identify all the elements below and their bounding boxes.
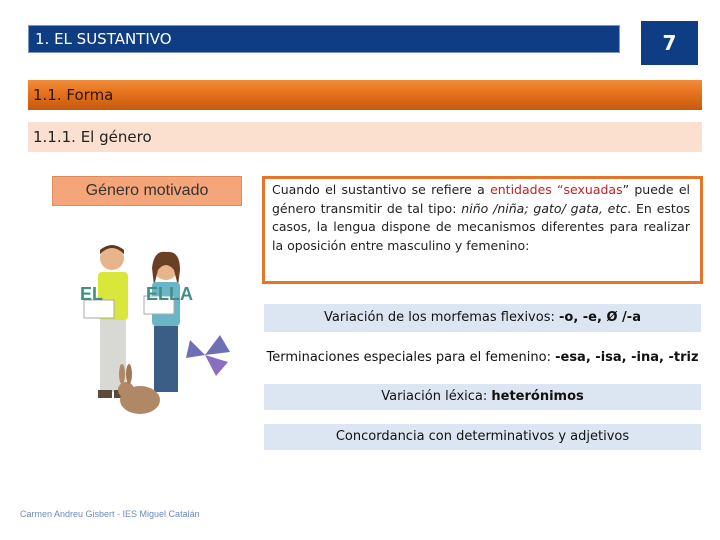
slide-header bbox=[28, 25, 620, 53]
genero-motivado-label: Género motivado bbox=[52, 176, 242, 206]
highlight-entidades: entidades “sexuadas bbox=[490, 182, 623, 197]
ella-label: ELLA bbox=[146, 284, 193, 304]
children-illustration bbox=[70, 240, 240, 430]
explanation-paragraph: Cuando el sustantivo se refiere a entidades “sexuadas” puede el género transmitir de tal tipo: niño /niña; gato/ gata, etc. En estos casos, la lengua dispone de mecanismos diferentes para realizar la oposición entre masculino y femenino: bbox=[262, 176, 703, 284]
bullet-variacion-lexica: Variación léxica: heterónimos bbox=[264, 384, 701, 410]
bullet-terminaciones: Terminaciones especiales para el femenino: -esa, -isa, -ina, -triz bbox=[264, 344, 701, 372]
bullet-concordancia: Concordancia con determinativos y adjetivos bbox=[264, 424, 701, 450]
section-forma: 1.1. Forma bbox=[28, 80, 702, 110]
el-label: EL bbox=[80, 284, 104, 304]
example-text: niño /niña; gato/ gata, etc bbox=[461, 200, 628, 216]
page-number: 7 bbox=[641, 21, 698, 65]
slide-title: 1. EL SUSTANTIVO bbox=[35, 30, 172, 48]
section-genero: 1.1.1. El género bbox=[28, 122, 702, 152]
bullet-morfemas: Variación de los morfemas flexivos: -o, -e, Ø /-a bbox=[264, 304, 701, 332]
footer-credit: Carmen Andreu Gisbert - IES Miguel Catalán bbox=[20, 509, 200, 519]
